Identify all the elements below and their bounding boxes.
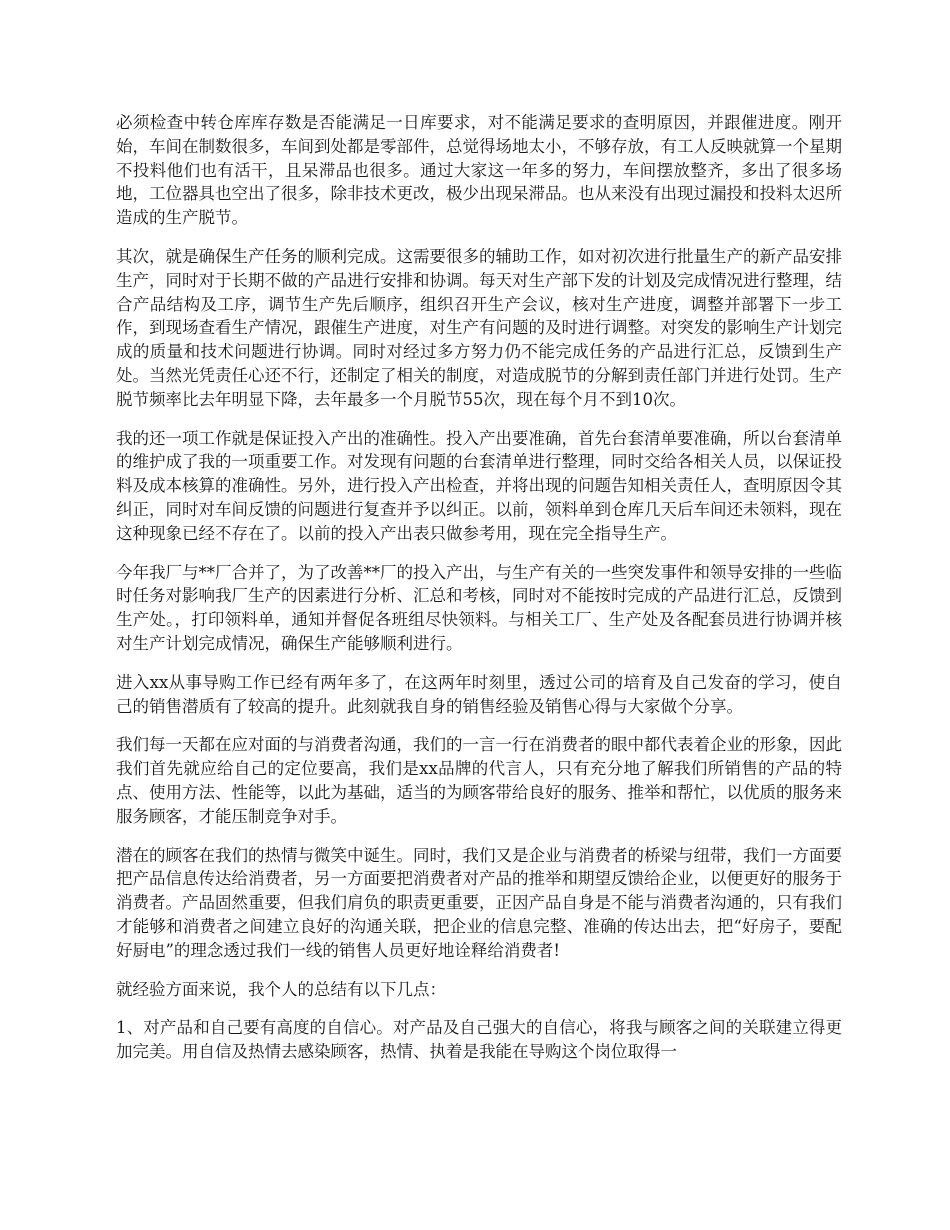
paragraph-5: 进入xx从事导购工作已经有两年多了，在这两年时刻里，透过公司的培育及自己发奋的学习，使自己的销售潜质有了较高的提升。此刻就我自身的销售经验及销售心得与大家做个分享。 [116,672,842,716]
document-body [116,111,842,1079]
paragraph-8: 就经验方面来说，我个人的总结有以下几点： [116,979,446,999]
paragraph-3: 我的还一项工作就是保证投入产出的准确性。投入产出要准确，首先台套清单要准确，所以台套清单的维护成了我的一项重要工作。对发现有问题的台套清单进行整理，同时交给各相关人员，以保证投料及成本核算的准确性。另外，进行投入产出检查，并将出现的问题告知相关责任人，查明原因令其纠正，同时对车间反馈的问题进行复查并予以纠正。以前，领料单到仓库几天后车间还未领料，现在这种现象已经不存在了。以前的投入产出表只做参考用，现在完全指导生产。 [116,428,842,543]
paragraph-4: 今年我厂与**厂合并了，为了改善**厂的投入产出，与生产有关的一些突发事件和领导安排的一些临时任务对影响我厂生产的因素进行分析、汇总和考核，同时对不能按时完成的产品进行汇总，反馈到生产处。，打印领料单，通知并督促各班组尽快领料。与相关工厂、生产处及各配套员进行协调并核对生产计划完成情况，确保生产能够顺利进行。 [116,562,842,653]
paragraph-1: 必须检查中转仓库库存数是否能满足一日库要求，对不能满足要求的查明原因，并跟催进度。刚开始，车间在制数很多，车间到处都是零部件，总觉得场地太小，不够存放，有工人反映就算一个星期不投料他们也有活干，且呆滞品也很多。通过大家这一年多的努力，车间摆放整齐，多出了很多场地，工位器具也空出了很多，除非技术更改，极少出现呆滞品。也从来没有出现过漏投和投料太迟所造成的生产脱节。 [116,113,842,228]
paragraph-9: 1、对产品和自己要有高度的自信心。对产品及自己强大的自信心，将我与顾客之间的关联建立得更加完美。用自信及热情去感染顾客，热情、执着是我能在导购这个岗位取得一 [116,1018,842,1062]
paragraph-6: 我们每一天都在应对面的与消费者沟通，我们的一言一行在消费者的眼中都代表着企业的形象，因此我们首先就应给自己的定位要高，我们是xx品牌的代言人，只有充分地了解我们所销售的产品的特点、使用方法、性能等，以此为基础，适当的为顾客带给良好的服务、推举和帮忙，以优质的服务来服务顾客，才能压制竞争对手。 [116,735,842,826]
paragraph-7: 潜在的顾客在我们的热情与微笑中诞生。同时，我们又是企业与消费者的桥梁与纽带，我们一方面要把产品信息传达给消费者，另一方面要把消费者对产品的推举和期望反馈给企业，以便更好的服务于消费者。产品固然重要，但我们肩负的职责更重要，正因产品自身是不能与消费者沟通的，只有我们才能够和消费者之间建立良好的沟通关联，把企业的信息完整、准确的传达出去，把“好房子，要配好厨电”的理念透过我们一线的销售人员更好地诠释给消费者! [116,845,842,960]
paragraph-2: 其次，就是确保生产任务的顺利完成。这需要很多的辅助工作，如对初次进行批量生产的新产品安排生产，同时对于长期不做的产品进行安排和协调。每天对生产部下发的计划及完成情况进行整理，结合产品结构及工序，调节生产先后顺序，组织召开生产会议，核对生产进度，调整并部署下一步工作，到现场查看生产情况，跟催生产进度，对生产有问题的及时进行调整。对突发的影响生产计划完成的质量和技术问题进行协调。同时对经过多方努力仍不能完成任务的产品进行汇总，反馈到生产处。当然光凭责任心还不行，还制定了相关的制度，对造成脱节的分解到责任部门并进行处罚。生产脱节频率比去年明显下降，去年最多一个月脱节55次，现在每个月不到10次。 [116,246,842,409]
